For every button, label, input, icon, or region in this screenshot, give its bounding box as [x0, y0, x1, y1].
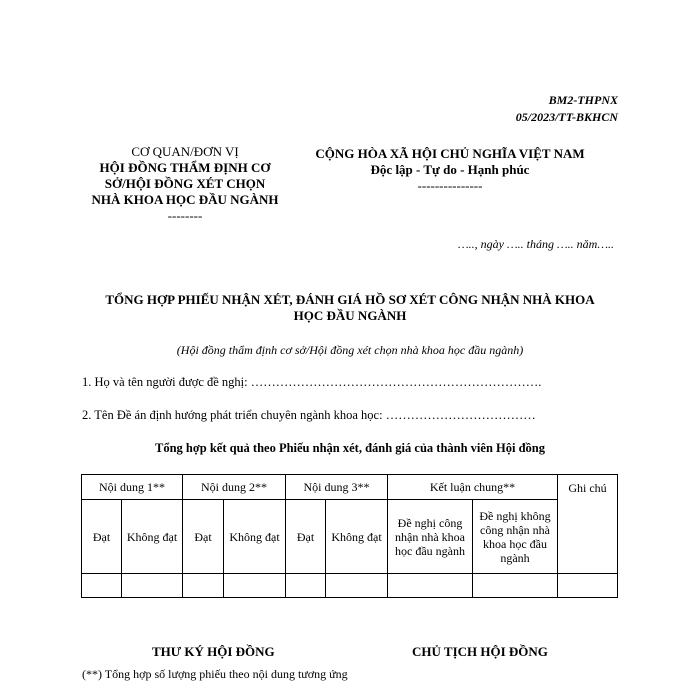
table-subheader-row	[82, 500, 618, 574]
subheader-not-recommend: Đề nghị không công nhận nhà khoa học đầu ngành	[473, 500, 558, 574]
subheader-fail-2: Không đạt	[224, 500, 286, 574]
footnote: (**) Tổng hợp số lượng phiếu theo nội dung tương ứng	[82, 667, 348, 681]
subheader-pass-1: Đạt	[82, 500, 122, 574]
header-content-3: Nội dung 3**	[286, 475, 388, 500]
date-line: ….., ngày ….. tháng ….. năm…..	[457, 237, 614, 251]
subheader-pass-3: Đạt	[286, 500, 326, 574]
national-motto: Độc lập - Tự do - Hạnh phúc	[370, 162, 530, 177]
subheader-pass-2: Đạt	[183, 500, 224, 574]
council-name-line2: SỞ/HỘI ĐỒNG XÉT CHỌN	[104, 176, 266, 191]
subheader-recommend: Đề nghị công nhận nhà khoa học đầu ngành	[388, 500, 473, 574]
results-table	[81, 474, 618, 598]
document-title	[80, 292, 620, 324]
council-name-line3: NHÀ KHOA HỌC ĐẦU NGÀNH	[91, 192, 279, 207]
document-title-line1: TỔNG HỢP PHIẾU NHẬN XÉT, ĐÁNH GIÁ HỒ SƠ XÉT CÔNG NHẬN NHÀ KHOA	[105, 292, 595, 307]
table-row	[82, 574, 618, 598]
document-title-line2: HỌC ĐẦU NGÀNH	[293, 308, 407, 323]
table-cell	[326, 574, 388, 598]
table-cell	[224, 574, 286, 598]
agency-rule: --------	[167, 208, 203, 223]
form-code	[516, 92, 618, 126]
table-cell	[122, 574, 183, 598]
header-content-1: Nội dung 1**	[82, 475, 183, 500]
secretary-signature-label: THƯ KÝ HỘI ĐỒNG	[152, 644, 275, 659]
header-content-2: Nội dung 2**	[183, 475, 286, 500]
national-rule: ---------------	[417, 178, 483, 193]
form-code-number: BM2-THPNX	[548, 93, 618, 107]
agency-name: CƠ QUAN/ĐƠN VỊ	[131, 144, 239, 159]
table-cell	[286, 574, 326, 598]
agency-header	[80, 144, 290, 224]
council-name-line1: HỘI ĐỒNG THẨM ĐỊNH CƠ	[99, 160, 271, 175]
nominee-name-field: 1. Họ và tên người được đề nghị: …………………………………………………………….	[82, 375, 542, 389]
table-header-row	[82, 475, 618, 500]
table-cell	[473, 574, 558, 598]
table-cell	[82, 574, 122, 598]
document-subtitle: (Hội đồng thẩm định cơ sở/Hội đồng xét chọn nhà khoa học đầu ngành)	[176, 343, 524, 357]
table-title: Tổng hợp kết quả theo Phiếu nhận xét, đánh giá của thành viên Hội đồng	[154, 441, 545, 455]
subheader-fail-1: Không đạt	[122, 500, 183, 574]
header-conclusion: Kết luận chung**	[388, 475, 558, 500]
project-name-field: 2. Tên Đề án định hướng phát triển chuyên ngành khoa học: ………………………………	[82, 408, 536, 422]
form-code-circular: 05/2023/TT-BKHCN	[515, 110, 618, 124]
table-cell	[558, 574, 618, 598]
subheader-fail-3: Không đạt	[326, 500, 388, 574]
chairman-signature-label: CHỦ TỊCH HỘI ĐỒNG	[412, 644, 548, 659]
table-cell	[388, 574, 473, 598]
table-cell	[183, 574, 224, 598]
national-header	[300, 146, 600, 194]
header-notes: Ghi chú	[558, 475, 618, 574]
national-title: CỘNG HÒA XÃ HỘI CHỦ NGHĨA VIỆT NAM	[315, 146, 585, 161]
